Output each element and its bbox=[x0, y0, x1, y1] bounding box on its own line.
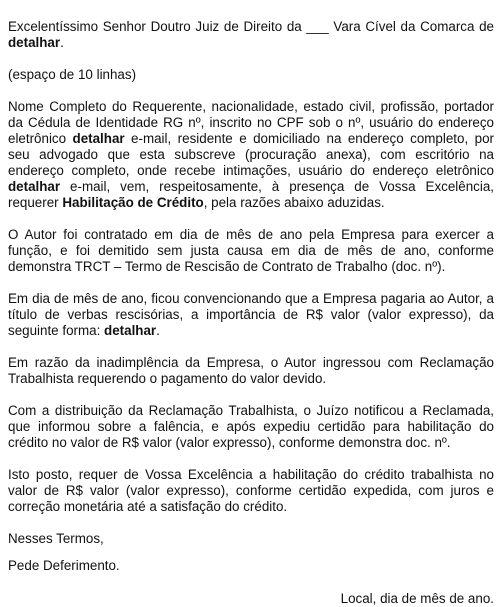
petition-document bbox=[8, 19, 494, 574]
spacing-note: (espaço de 10 linhas) bbox=[8, 67, 137, 82]
closing-line: Nesses Termos, bbox=[8, 531, 104, 546]
court-address: Excelentíssimo Senhor Doutro Juiz de Direito da ___ Vara Cível da Comarca de detalhar. bbox=[8, 19, 494, 50]
payment-placeholder: detalhar bbox=[104, 323, 157, 338]
court-placeholder: detalhar bbox=[8, 35, 61, 50]
court-address-text: Excelentíssimo Senhor Doutro Juiz de Direito da ___ Vara Cível da Comarca de bbox=[8, 19, 494, 34]
contract-paragraph: O Autor foi contratado em dia de mês de ano pela Empresa para exercer a função, e foi demitido sem justa causa em dia de mês de ano, conforme demonstra TRCT – Termo de Rescisão de Contrato de Trabalho (doc. nº). bbox=[8, 227, 494, 274]
email-placeholder-lawyer: detalhar bbox=[8, 179, 61, 194]
request-closing-line: Pede Deferimento. bbox=[8, 558, 120, 573]
request-paragraph: Isto posto, requer de Vossa Excelência a habilitação do crédito trabalhista no valor de R$ valor (valor expresso), conforme certidão expedida, com juros e correção monetária até a satisfação do crédito. bbox=[8, 467, 494, 514]
agreement-paragraph: Em dia de mês de ano, ficou convencionando que a Empresa pagaria ao Autor, a título de verbas rescisórias, a importância de R$ valor (valor expresso), da seguinte forma: detalhar. bbox=[8, 291, 494, 338]
default-paragraph: Em razão da inadimplência da Empresa, o Autor ingressou com Reclamação Trabalhista requerendo o pagamento do valor devido. bbox=[8, 355, 494, 386]
request-type: Habilitação de Crédito bbox=[62, 195, 204, 210]
place-date-line: Local, dia de mês de ano. bbox=[340, 591, 494, 606]
qualification-paragraph: Nome Completo do Requerente, nacionalidade, estado civil, profissão, portador da Cédula de Identidade RG nº, inscrito no CPF sob o nº, usuário do endereço eletrônico detalhar e-mail, residente e domiciliado na endereço completo, por seu advogado que esta subscreve (procuração anexa), com escritório na endereço completo, onde recebe intimações, usuário do endereço eletrônico detalhar e-mail, vem, respeitosamente, à presença de Vossa Excelência, requerer Habilitação de Crédito, pela razões abaixo aduzidas. bbox=[8, 99, 494, 210]
email-placeholder-requester: detalhar bbox=[72, 131, 125, 146]
distribution-paragraph: Com a distribuição da Reclamação Trabalhista, o Juízo notificou a Reclamada, que informou sobre a falência, e após expediu certidão para habilitação do crédito no valor de R$ valor (valor expresso), conforme demonstra doc. nº. bbox=[8, 403, 494, 450]
